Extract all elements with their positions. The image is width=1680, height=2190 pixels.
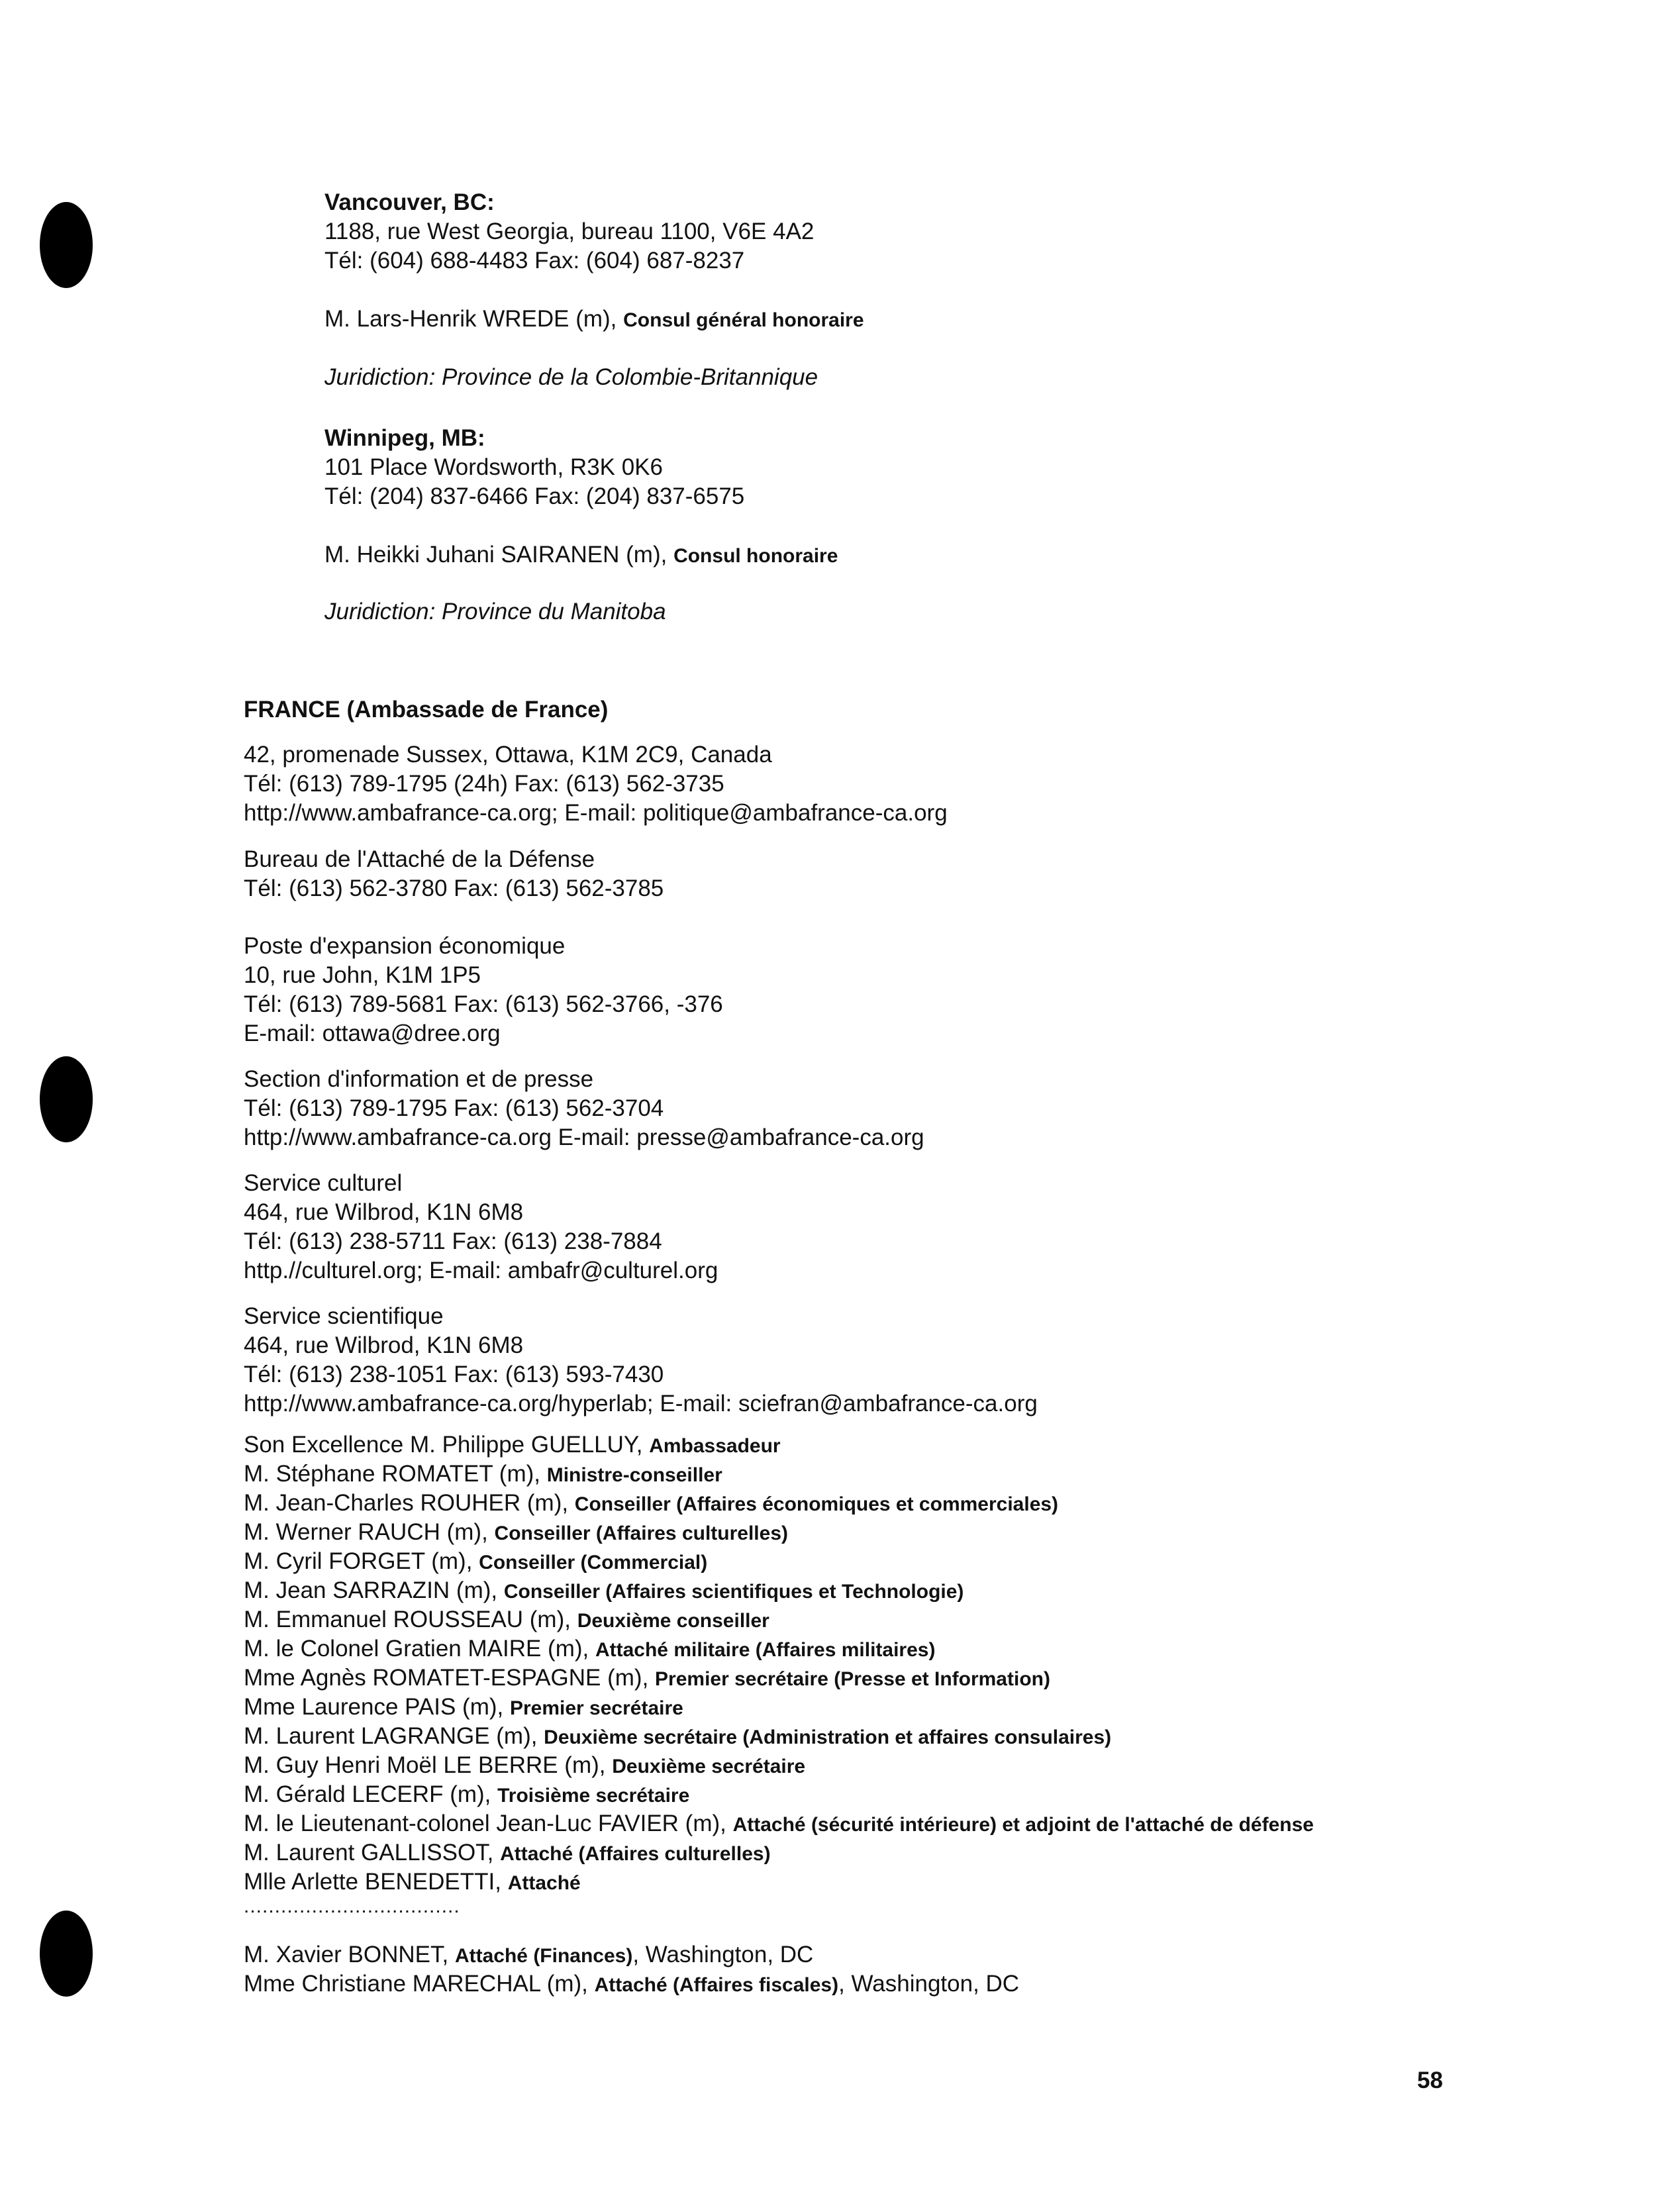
economic-office-email: E-mail: ottawa@dree.org <box>244 1020 501 1046</box>
staff-entry <box>244 1489 1058 1519</box>
science-service-address: 464, rue Wilbrod, K1N 6M8 <box>244 1332 524 1358</box>
science-service-phone: Tél: (613) 238-1051 Fax: (613) 593-7430 <box>244 1362 664 1387</box>
staff-entry <box>244 1634 935 1665</box>
staff-title: Deuxième secrétaire <box>612 1756 806 1777</box>
staff-name: M. Emmanuel ROUSSEAU (m), <box>244 1607 577 1632</box>
economic-office-address: 10, rue John, K1M 1P5 <box>244 962 481 988</box>
vancouver-phone: Tél: (604) 688-4483 Fax: (604) 687-8237 <box>324 248 745 274</box>
staff-title: Conseiller (Affaires scientifiques et Technologie) <box>503 1581 964 1603</box>
france-address: 42, promenade Sussex, Ottawa, K1M 2C9, Canada <box>244 742 772 768</box>
staff-name: M. Laurent GALLISSOT, <box>244 1840 501 1866</box>
economic-office-phone: Tél: (613) 789-5681 Fax: (613) 562-3766, -376 <box>244 991 723 1017</box>
winnipeg-consul-title: Consul honoraire <box>673 545 838 567</box>
staff-entry <box>244 1722 1111 1752</box>
france-heading: FRANCE (Ambassade de France) <box>244 697 609 722</box>
staff-title: Attaché (Affaires fiscales) <box>594 1974 839 1996</box>
staff-name: Mme Christiane MARECHAL (m), <box>244 1971 595 1997</box>
page-number: 58 <box>1417 2067 1443 2093</box>
winnipeg-jurisdiction: Juridiction: Province du Manitoba <box>324 599 666 624</box>
staff-name: M. Jean-Charles ROUHER (m), <box>244 1490 575 1516</box>
economic-office-name: Poste d'expansion économique <box>244 933 566 959</box>
staff-entry <box>244 1838 771 1869</box>
staff-entry <box>244 1605 769 1636</box>
staff-name: M. Cyril FORGET (m), <box>244 1548 479 1574</box>
staff-name: Son Excellence M. Philippe GUELLUY, <box>244 1432 650 1458</box>
staff-title: Ambassadeur <box>649 1435 781 1457</box>
staff-location: , Washington, DC <box>632 1942 814 1967</box>
staff-entry <box>244 1576 964 1607</box>
staff-title: Conseiller (Affaires économiques et commerciales) <box>574 1493 1059 1515</box>
washington-entry <box>244 1940 813 1971</box>
vancouver-consul <box>324 305 864 335</box>
cultural-service-phone: Tél: (613) 238-5711 Fax: (613) 238-7884 <box>244 1228 662 1254</box>
staff-name: Mme Agnès ROMATET-ESPAGNE (m), <box>244 1665 656 1691</box>
staff-title: Conseiller (Commercial) <box>479 1552 708 1573</box>
science-service-name: Service scientifique <box>244 1303 444 1329</box>
staff-title: Attaché (Affaires culturelles) <box>500 1843 771 1865</box>
winnipeg-consul-name: M. Heikki Juhani SAIRANEN (m), <box>324 542 674 568</box>
france-web: http://www.ambafrance-ca.org; E-mail: politique@ambafrance-ca.org <box>244 800 948 826</box>
staff-name: M. Guy Henri Moël LE BERRE (m), <box>244 1752 613 1778</box>
punch-hole-top <box>40 202 93 288</box>
cultural-service-name: Service culturel <box>244 1170 403 1196</box>
staff-name: M. le Lieutenant-colonel Jean-Luc FAVIER (m), <box>244 1811 733 1836</box>
staff-title: Deuxième conseiller <box>577 1610 769 1632</box>
vancouver-consul-name: M. Lars-Henrik WREDE (m), <box>324 306 624 332</box>
staff-entry <box>244 1693 683 1723</box>
staff-title: Troisième secrétaire <box>497 1785 690 1807</box>
press-office-name: Section d'information et de presse <box>244 1066 594 1092</box>
defense-office-name: Bureau de l'Attaché de la Défense <box>244 846 595 872</box>
winnipeg-heading: Winnipeg, MB: <box>324 425 485 451</box>
defense-office-phone: Tél: (613) 562-3780 Fax: (613) 562-3785 <box>244 875 664 901</box>
staff-title: Attaché militaire (Affaires militaires) <box>595 1639 936 1661</box>
staff-location: , Washington, DC <box>838 1971 1020 1997</box>
staff-name: Mme Laurence PAIS (m), <box>244 1694 510 1720</box>
staff-title: Attaché <box>507 1872 581 1894</box>
cultural-service-address: 464, rue Wilbrod, K1N 6M8 <box>244 1199 524 1225</box>
staff-name: M. Gérald LECERF (m), <box>244 1781 498 1807</box>
staff-name: M. Werner RAUCH (m), <box>244 1519 495 1545</box>
staff-entry <box>244 1751 805 1781</box>
staff-title: Premier secrétaire (Presse et Information) <box>655 1668 1050 1690</box>
staff-entry <box>244 1518 788 1548</box>
staff-name: M. Stéphane ROMATET (m), <box>244 1461 547 1487</box>
science-service-web: http://www.ambafrance-ca.org/hyperlab; E-mail: sciefran@ambafrance-ca.org <box>244 1391 1038 1417</box>
winnipeg-phone: Tél: (204) 837-6466 Fax: (204) 837-6575 <box>324 483 745 509</box>
staff-name: M. Xavier BONNET, <box>244 1942 455 1967</box>
staff-name: M. le Colonel Gratien MAIRE (m), <box>244 1636 595 1662</box>
france-phone: Tél: (613) 789-1795 (24h) Fax: (613) 562-3735 <box>244 771 724 797</box>
staff-entry <box>244 1460 722 1490</box>
staff-title: Attaché (Finances) <box>454 1945 633 1967</box>
cultural-service-web: http.//culturel.org; E-mail: ambafr@culturel.org <box>244 1258 718 1283</box>
staff-entry <box>244 1430 781 1461</box>
staff-entry <box>244 1809 1314 1840</box>
staff-title: Premier secrétaire <box>509 1697 683 1719</box>
staff-name: Mlle Arlette BENEDETTI, <box>244 1869 508 1895</box>
vancouver-heading: Vancouver, BC: <box>324 189 495 215</box>
staff-title: Deuxième secrétaire (Administration et affaires consulaires) <box>544 1726 1112 1748</box>
vancouver-address: 1188, rue West Georgia, bureau 1100, V6E 4A2 <box>324 219 815 244</box>
punch-hole-middle <box>40 1056 93 1142</box>
staff-title: Conseiller (Affaires culturelles) <box>494 1522 788 1544</box>
winnipeg-address: 101 Place Wordsworth, R3K 0K6 <box>324 454 664 480</box>
vancouver-consul-title: Consul général honoraire <box>623 309 864 331</box>
staff-title: Attaché (sécurité intérieure) et adjoint de l'attaché de défense <box>732 1814 1314 1836</box>
punch-hole-bottom <box>40 1911 93 1997</box>
separator-dots: ................................... <box>244 1895 460 1917</box>
staff-entry <box>244 1664 1050 1694</box>
press-office-phone: Tél: (613) 789-1795 Fax: (613) 562-3704 <box>244 1095 664 1121</box>
winnipeg-consul <box>324 540 838 571</box>
press-office-web: http://www.ambafrance-ca.org E-mail: presse@ambafrance-ca.org <box>244 1124 924 1150</box>
staff-entry <box>244 1780 689 1811</box>
staff-title: Ministre-conseiller <box>546 1464 722 1486</box>
staff-name: M. Laurent LAGRANGE (m), <box>244 1723 544 1749</box>
staff-name: M. Jean SARRAZIN (m), <box>244 1577 504 1603</box>
staff-entry <box>244 1867 581 1898</box>
staff-entry <box>244 1547 707 1577</box>
washington-entry <box>244 1969 1019 2000</box>
vancouver-jurisdiction: Juridiction: Province de la Colombie-Britannique <box>324 364 818 390</box>
